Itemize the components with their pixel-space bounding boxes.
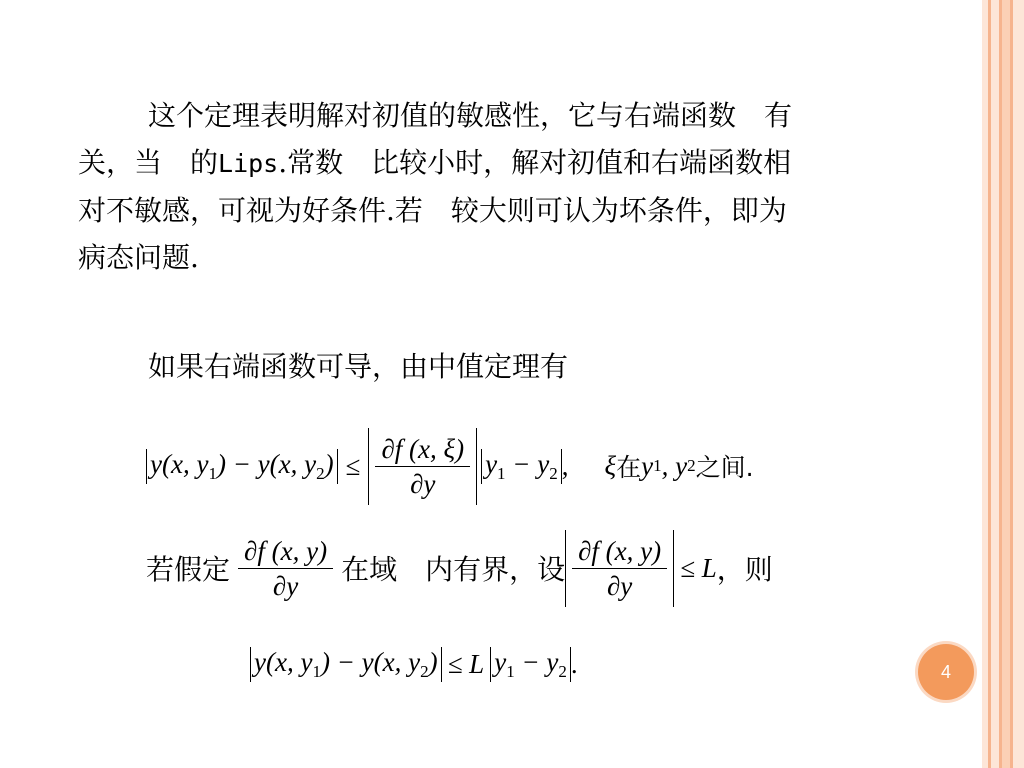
eq2-rhs-abs: $y_1 - y_2$ [490, 647, 571, 682]
paragraph-sensitivity [78, 92, 948, 281]
eq2-lhs-abs: y(x, $y_1) - y(x$, $y_2$) [250, 647, 442, 682]
line3-mid: 在域 内有界，设 [341, 553, 566, 586]
page-number-badge: 4 [918, 644, 974, 700]
eq1-relation: ≤ [345, 450, 361, 481]
line3-fraction: $\frac{\partial f (x, y)}{\partial y}$ [238, 534, 333, 603]
eq1-fraction: $\frac{\partial f (x, \xi)}{\partial y}$ [375, 432, 470, 501]
line3-partial-abs: $\frac{\partial f (x, y)}{\partial y}$ [565, 530, 674, 607]
para1-line1: 这个定理表明解对初值的敏感性，它与右端函数 有 [148, 99, 793, 132]
equation-mean-value: y(x, $y_1) - y(x$, $y_2$) ≤ $\frac{\partial f (x, \xi)}{\partial y}$ $y_1 - y_2$ , ξ 在 y 1 , y 2 之间. [146, 420, 754, 512]
line3-prefix: 若假定 [146, 553, 231, 586]
eq1-between: 之间. [695, 453, 754, 482]
para1-line3: 对不敏感，可视为好条件.若 较大则可认为坏条件，即为 [78, 194, 787, 227]
paragraph-mean-value [78, 343, 948, 390]
para1-line4: 病态问题. [78, 241, 199, 274]
eq1-lhs-abs: y(x, $y_1) - y(x$, $y_2$) [146, 449, 338, 484]
assumption-line [146, 522, 773, 614]
para1-line2b: .常数 比较小时，解对初值和右端函数相 [278, 146, 792, 179]
eq2-relation: ≤ L [447, 648, 485, 679]
eq1-xi: ξ [604, 450, 617, 481]
equation-lipschitz: y(x, $y_1) - y(x$, $y_2$) ≤ L $y_1 - y_2$ . [250, 642, 578, 686]
eq1-partial-abs [368, 428, 477, 505]
para2-text: 如果右端函数可导，由中值定理有 [148, 350, 569, 383]
para1-lips: Lips [218, 149, 279, 178]
para1-line2a: 关，当 的 [78, 146, 219, 179]
line3-bound: ≤ L [680, 552, 717, 583]
decorative-stripes [982, 0, 1024, 768]
eq1-rhs-abs: $y_1 - y_2$ [481, 449, 562, 484]
line3-suffix: ，则 [716, 553, 773, 586]
